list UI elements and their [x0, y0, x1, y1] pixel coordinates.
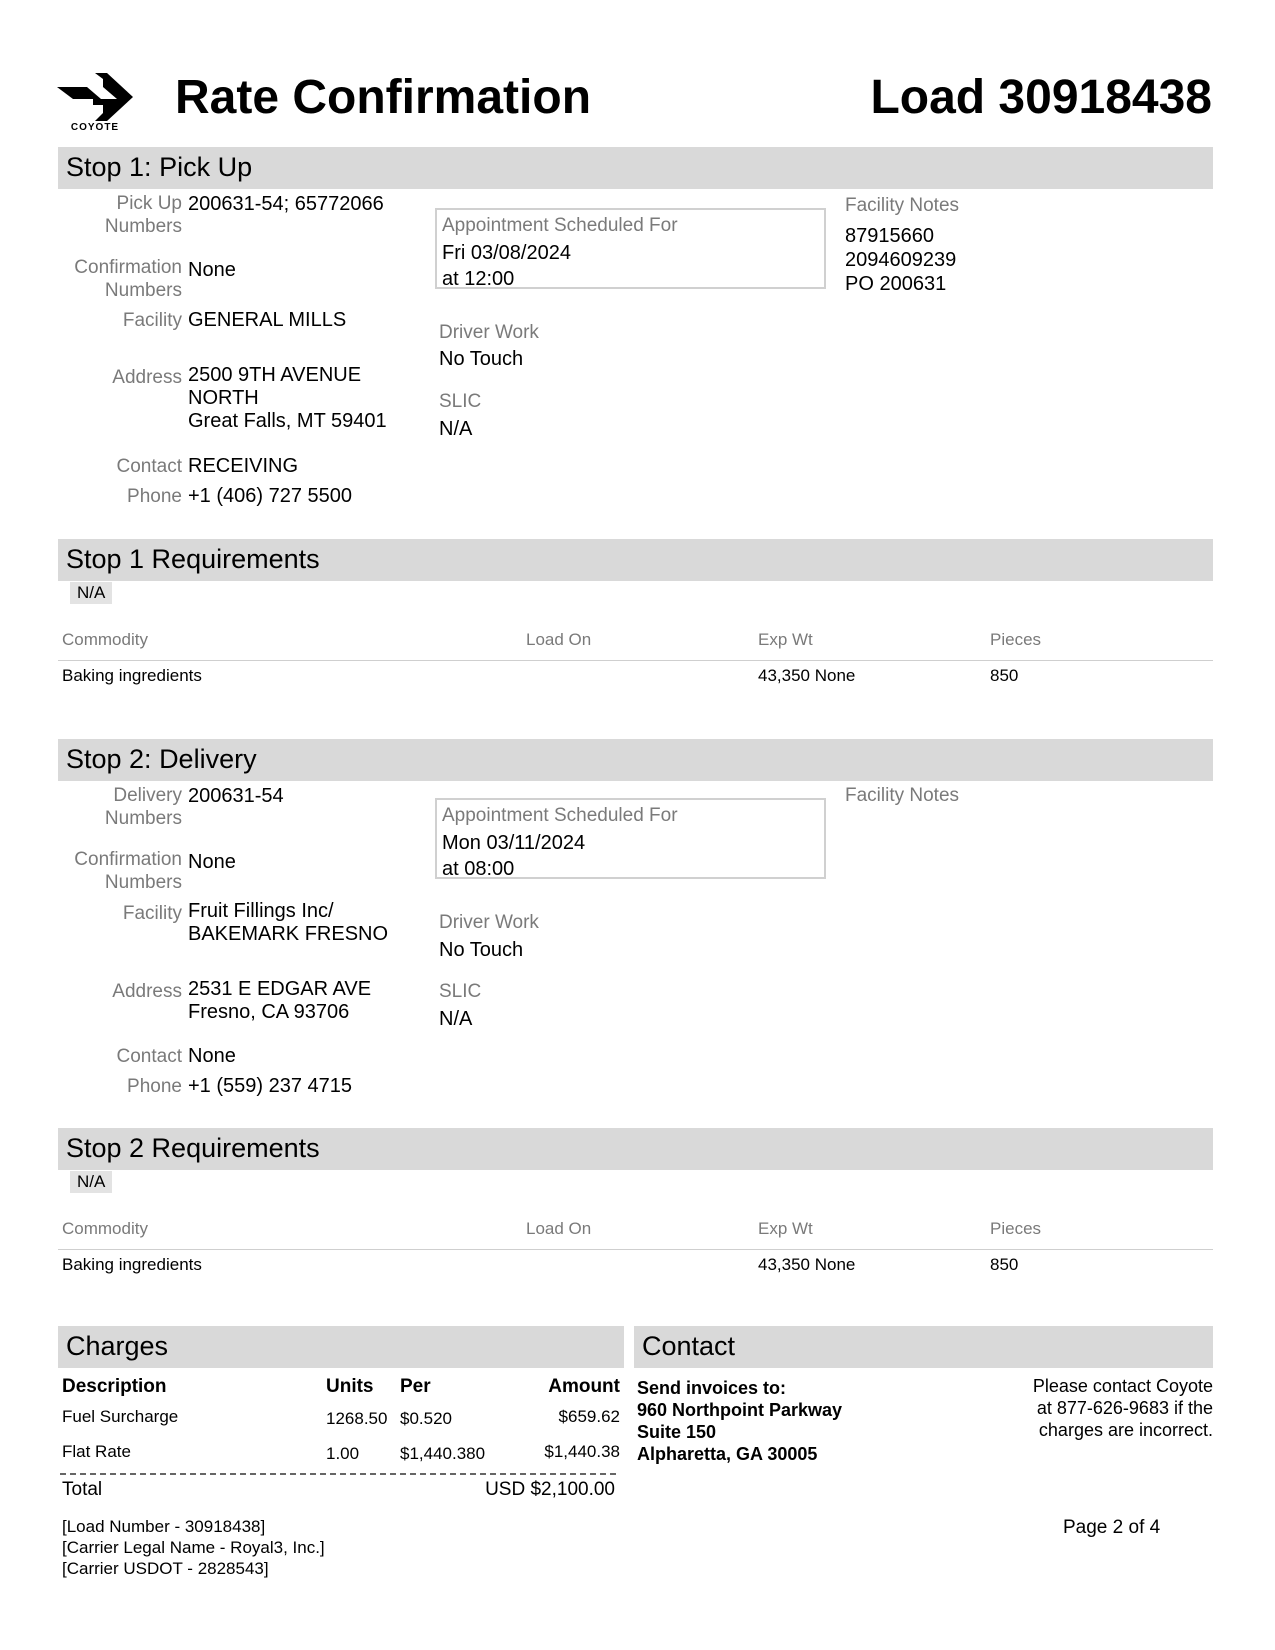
page-number: Page 2 of 4 [1063, 1517, 1161, 1538]
delivery-numbers-value: 200631-54 [188, 785, 284, 807]
slic-label: SLIC [439, 981, 482, 1002]
load-on-header: Load On [526, 630, 592, 649]
charges-divider [60, 1473, 616, 1475]
charges-per-header: Per [400, 1376, 431, 1397]
facility-notes-value: 87915660 2094609239 PO 200631 [845, 225, 957, 295]
stop-2-header: Stop 2: Delivery [58, 739, 1213, 781]
charge-per: $0.520 [400, 1409, 452, 1428]
requirements-tag: N/A [70, 582, 112, 604]
commodity-cell: Baking ingredients [62, 1255, 202, 1274]
load-number-title: Load 30918438 [870, 71, 1212, 124]
charge-units: 1268.50 [326, 1409, 388, 1428]
coyote-logo-icon [57, 73, 133, 121]
facility-value: GENERAL MILLS [188, 309, 347, 331]
invoice-address: Send invoices to: 960 Northpoint Parkway Suite 150 Alpharetta, GA 30005 [637, 1378, 843, 1464]
appointment-box [435, 798, 826, 879]
confirmation-numbers-value: None [188, 259, 236, 281]
commodity-header: Commodity [62, 630, 148, 649]
driver-work-value: No Touch [439, 348, 524, 370]
appointment-box [435, 208, 826, 289]
driver-work-value: No Touch [439, 939, 524, 961]
pickup-numbers-value: 200631-54; 65772066 [188, 193, 384, 215]
address-label: Address [112, 981, 182, 1002]
facility-label: Facility [122, 310, 182, 331]
delivery-numbers-label: Delivery Numbers [104, 785, 182, 829]
exp-wt-cell: 43,350 None [758, 666, 856, 685]
facility-notes-label: Facility Notes [845, 785, 960, 806]
table-divider [58, 1249, 1213, 1250]
confirmation-numbers-value: None [188, 851, 236, 873]
phone-value: +1 (559) 237 4715 [188, 1075, 353, 1097]
contact-value: None [188, 1045, 236, 1067]
facility-value: Fruit Fillings Inc/ BAKEMARK FRESNO [188, 900, 389, 945]
logo-text: COYOTE [70, 122, 120, 133]
address-label: Address [112, 367, 182, 388]
charge-per: $1,440.380 [400, 1444, 486, 1463]
stop-1-header: Stop 1: Pick Up [58, 147, 1213, 189]
contact-label: Contact [116, 456, 182, 477]
facility-label: Facility [122, 903, 182, 924]
charges-header: Charges [58, 1326, 624, 1368]
exp-wt-header: Exp Wt [758, 1219, 813, 1238]
requirements-tag: N/A [70, 1171, 112, 1193]
exp-wt-header: Exp Wt [758, 630, 813, 649]
pickup-numbers-label: Pick Up Numbers [104, 193, 182, 237]
footer-carrier-info: [Load Number - 30918438] [Carrier Legal Name - Royal3, Inc.] [Carrier USDOT - 2828543] [62, 1517, 325, 1578]
phone-label: Phone [127, 1076, 182, 1097]
charges-amount-header: Amount [548, 1376, 620, 1397]
contact-value: RECEIVING [188, 455, 299, 477]
total-label: Total [62, 1479, 103, 1500]
phone-value: +1 (406) 727 5500 [188, 485, 353, 507]
appointment-date: Mon 03/11/2024 [442, 832, 586, 854]
facility-notes-label: Facility Notes [845, 195, 960, 216]
slic-value: N/A [439, 418, 473, 440]
charge-description: Flat Rate [62, 1442, 131, 1461]
contact-header: Contact [634, 1326, 1213, 1368]
pieces-header: Pieces [990, 1219, 1042, 1238]
confirmation-numbers-label: Confirmation Numbers [74, 257, 182, 301]
appointment-time: at 08:00 [442, 858, 515, 880]
appointment-date: Fri 03/08/2024 [442, 242, 571, 264]
stop-2-requirements-header: Stop 2 Requirements [58, 1128, 1213, 1170]
pieces-cell: 850 [990, 1255, 1019, 1274]
confirmation-numbers-label: Confirmation Numbers [74, 849, 182, 893]
slic-value: N/A [439, 1008, 473, 1030]
slic-label: SLIC [439, 391, 482, 412]
contact-label: Contact [116, 1046, 182, 1067]
phone-label: Phone [127, 486, 182, 507]
charge-units: 1.00 [326, 1444, 360, 1463]
charges-description-header: Description [62, 1376, 167, 1397]
pieces-header: Pieces [990, 630, 1042, 649]
table-divider [58, 660, 1213, 661]
driver-work-label: Driver Work [439, 912, 539, 933]
total-value: USD $2,100.00 [485, 1479, 615, 1500]
coyote-logo [57, 73, 133, 133]
driver-work-label: Driver Work [439, 322, 539, 343]
charge-description: Fuel Surcharge [62, 1407, 179, 1426]
appointment-label: Appointment Scheduled For [442, 805, 678, 826]
address-value: 2500 9TH AVENUE NORTH Great Falls, MT 59401 [188, 364, 387, 432]
load-on-header: Load On [526, 1219, 592, 1238]
document-title: Rate Confirmation [175, 71, 592, 124]
appointment-label: Appointment Scheduled For [442, 215, 678, 236]
commodity-header: Commodity [62, 1219, 148, 1238]
commodity-cell: Baking ingredients [62, 666, 202, 685]
address-value: 2531 E EDGAR AVE Fresno, CA 93706 [188, 978, 372, 1023]
charges-units-header: Units [326, 1376, 374, 1397]
appointment-time: at 12:00 [442, 268, 515, 290]
charge-amount: $659.62 [558, 1407, 620, 1426]
pieces-cell: 850 [990, 666, 1019, 685]
charge-amount: $1,440.38 [544, 1442, 620, 1461]
stop-1-requirements-header: Stop 1 Requirements [58, 539, 1213, 581]
exp-wt-cell: 43,350 None [758, 1255, 856, 1274]
contact-note: Please contact Coyote at 877-626-9683 if the charges are incorrect. [1032, 1376, 1213, 1440]
